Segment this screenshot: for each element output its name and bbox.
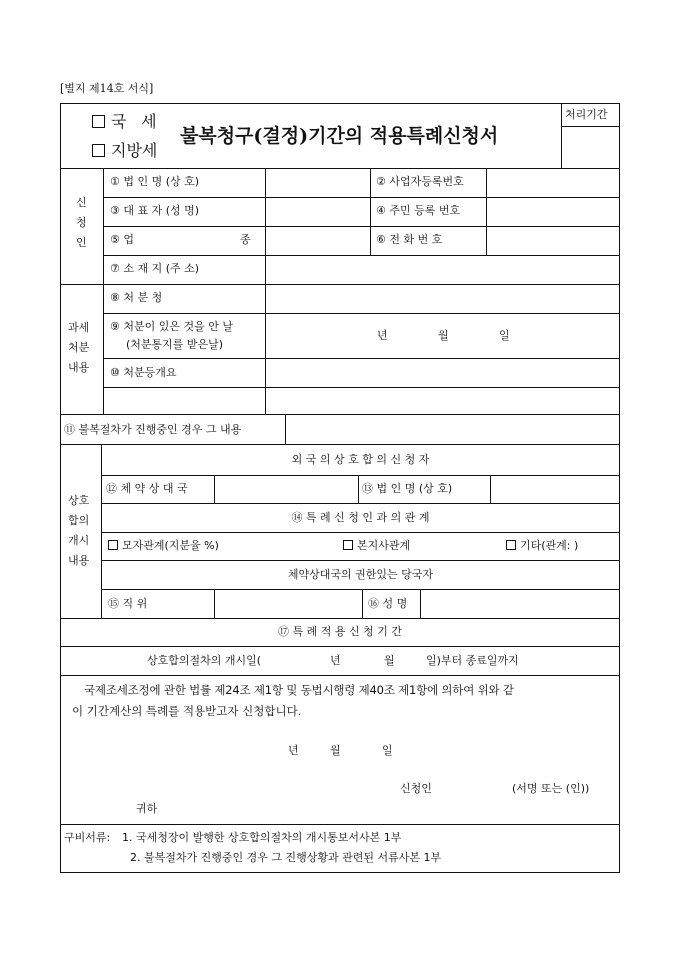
declaration-line-1: 국제조세조정에 관한 법률 제24조 제1항 및 동법시행령 제40조 제1항에 의하여 위와 같 — [84, 683, 514, 697]
known-date-label-line2: (처분통지를 받은날) — [126, 338, 224, 351]
relation-parent-sub-label: 모자관계(지분율 %) — [122, 539, 219, 552]
divider — [103, 284, 104, 414]
relation-header: ⑭ 특 례 신 청 인 과 의 관 계 — [291, 511, 430, 524]
known-date-label-line1: ⑨ 처분이 있은 것을 안 날 — [110, 320, 233, 333]
signature-field[interactable]: (서명 또는 (인)) — [512, 782, 590, 795]
business-type-input[interactable] — [272, 233, 364, 247]
disposition-summary-input[interactable] — [272, 366, 612, 380]
attachment-item-1: 1. 국세청장이 발행한 상호합의절차의 개시통보서사본 1부 — [122, 831, 402, 844]
special-period-year[interactable]: 년 — [330, 654, 341, 667]
divider — [101, 560, 620, 561]
map-section-label-1: 상호 — [68, 494, 90, 507]
corp-name-input[interactable] — [272, 175, 364, 189]
known-date-day[interactable]: 일 — [499, 329, 510, 342]
divider — [101, 589, 620, 590]
business-type-label: ⑤ 업 — [110, 233, 134, 246]
divider — [420, 589, 421, 618]
checkbox-icon[interactable] — [343, 540, 353, 550]
divider — [101, 475, 620, 476]
position-input[interactable] — [220, 597, 356, 611]
special-period-month[interactable]: 월 — [384, 654, 395, 667]
divider — [490, 475, 491, 503]
representative-label: ③ 대 표 자 (성 명) — [110, 204, 200, 217]
divider — [358, 475, 359, 503]
recipient-suffix: 귀하 — [136, 802, 158, 815]
treaty-partner-label: ⑫ 체 약 상 대 국 — [106, 482, 188, 495]
divider — [486, 168, 487, 255]
applicant-section-label-1: 신 — [76, 196, 87, 209]
relation-branch-label: 본지사관계 — [357, 539, 411, 552]
tax-type-national-option[interactable] — [92, 112, 161, 132]
corp-name-label: ① 법 인 명 (상 호) — [110, 175, 200, 188]
divider — [60, 168, 620, 169]
known-date-year[interactable]: 년 — [377, 329, 388, 342]
disposition-section-label-1: 과세 — [68, 321, 90, 334]
map-section-label-4: 내용 — [68, 554, 90, 567]
checkbox-icon[interactable] — [108, 540, 118, 550]
special-period-header: ⑰ 특 례 적 용 신 청 기 간 — [278, 625, 402, 638]
divider — [60, 824, 620, 825]
foreign-corp-name-input[interactable] — [496, 482, 612, 496]
declaration-date-day[interactable]: 일 — [382, 744, 393, 757]
processing-period-label: 처리기간 — [565, 108, 608, 121]
divider — [103, 387, 620, 388]
relation-parent-sub-option[interactable] — [108, 539, 219, 553]
relation-other-label: 기타(관계: ) — [520, 539, 579, 552]
declaration-date-month[interactable]: 월 — [330, 744, 341, 757]
form-title: 불복청구(결정)기간의 적용특례신청서 — [180, 125, 499, 147]
representative-input[interactable] — [272, 204, 364, 218]
divider — [60, 646, 620, 647]
applicant-signature-label: 신청인 — [400, 782, 432, 795]
business-type-suffix: 종 — [240, 233, 251, 246]
map-section-label-2: 합의 — [68, 514, 90, 527]
address-label: ⑦ 소 재 지 (주 소) — [110, 262, 200, 275]
official-name-label: ⑯ 성 명 — [368, 597, 408, 610]
divider — [101, 532, 620, 533]
attachments-label: 구비서류: — [64, 831, 111, 844]
checkbox-icon[interactable] — [92, 115, 105, 128]
divider — [370, 168, 371, 255]
biz-reg-no-label: ② 사업자등록번호 — [376, 175, 464, 188]
declaration-date-year[interactable]: 년 — [288, 744, 299, 757]
official-name-input[interactable] — [426, 597, 612, 611]
disposition-agency-label: ⑧ 처 분 청 — [110, 291, 163, 304]
disposition-section-label-3: 내용 — [68, 361, 90, 374]
applicant-section-label-2: 청 — [76, 216, 87, 229]
divider — [103, 255, 620, 256]
special-period-text-prefix: 상호합의절차의 개시일( — [147, 654, 262, 667]
divider — [60, 284, 620, 285]
divider — [214, 475, 215, 503]
divider — [60, 444, 620, 445]
map-section-label-3: 개시 — [68, 534, 90, 547]
divider — [101, 503, 620, 504]
checkbox-icon[interactable] — [506, 540, 516, 550]
biz-reg-no-input[interactable] — [492, 175, 612, 189]
divider — [265, 284, 266, 414]
divider — [60, 675, 620, 676]
applicant-section-label-3: 인 — [76, 236, 87, 249]
divider — [103, 313, 620, 314]
relation-other-option[interactable] — [506, 539, 578, 553]
relation-branch-option[interactable] — [343, 539, 410, 553]
appeal-in-progress-input[interactable] — [292, 423, 612, 437]
divider — [103, 226, 620, 227]
phone-input[interactable] — [492, 233, 612, 247]
divider — [103, 358, 620, 359]
resident-no-label: ④ 주민 등록 번호 — [376, 204, 461, 217]
authority-header: 체약상대국의 권한있는 당국자 — [287, 568, 434, 581]
foreign-corp-name-label: ⑬ 법 인 명 (상 호) — [362, 482, 453, 495]
special-period-text-suffix: 일)부터 종료일까지 — [426, 654, 519, 667]
foreign-applicant-header: 외 국 의 상 호 합 의 신 청 자 — [291, 453, 430, 466]
attachment-item-2: 2. 불복절차가 진행중인 경우 그 진행상황과 관련된 서류사본 1부 — [130, 851, 442, 864]
disposition-section-label-2: 처분 — [68, 341, 90, 354]
tax-type-national-label: 국 세 — [111, 112, 162, 131]
form-number-label: [별지 제14호 서식] — [60, 82, 154, 95]
tax-type-local-option[interactable] — [92, 141, 157, 161]
divider — [561, 126, 620, 127]
treaty-partner-input[interactable] — [220, 482, 352, 496]
divider — [285, 414, 286, 444]
checkbox-icon[interactable] — [92, 144, 105, 157]
disposition-summary-label: ⑩ 처분등개요 — [110, 366, 177, 379]
position-label: ⑮ 직 위 — [108, 597, 148, 610]
divider — [60, 414, 620, 415]
divider — [561, 103, 562, 168]
phone-label: ⑥ 전 화 번 호 — [376, 233, 443, 246]
tax-type-local-label: 지방세 — [111, 141, 158, 160]
address-input[interactable] — [272, 262, 612, 276]
appeal-in-progress-label: ⑪ 불복절차가 진행중인 경우 그 내용 — [64, 423, 242, 436]
resident-no-input[interactable] — [492, 204, 612, 218]
declaration-line-2: 이 기간계산의 특례를 적용받고자 신청합니다. — [72, 704, 302, 718]
known-date-month[interactable]: 월 — [438, 329, 449, 342]
divider — [60, 618, 620, 619]
divider — [214, 589, 215, 618]
divider — [103, 197, 620, 198]
divider — [362, 589, 363, 618]
